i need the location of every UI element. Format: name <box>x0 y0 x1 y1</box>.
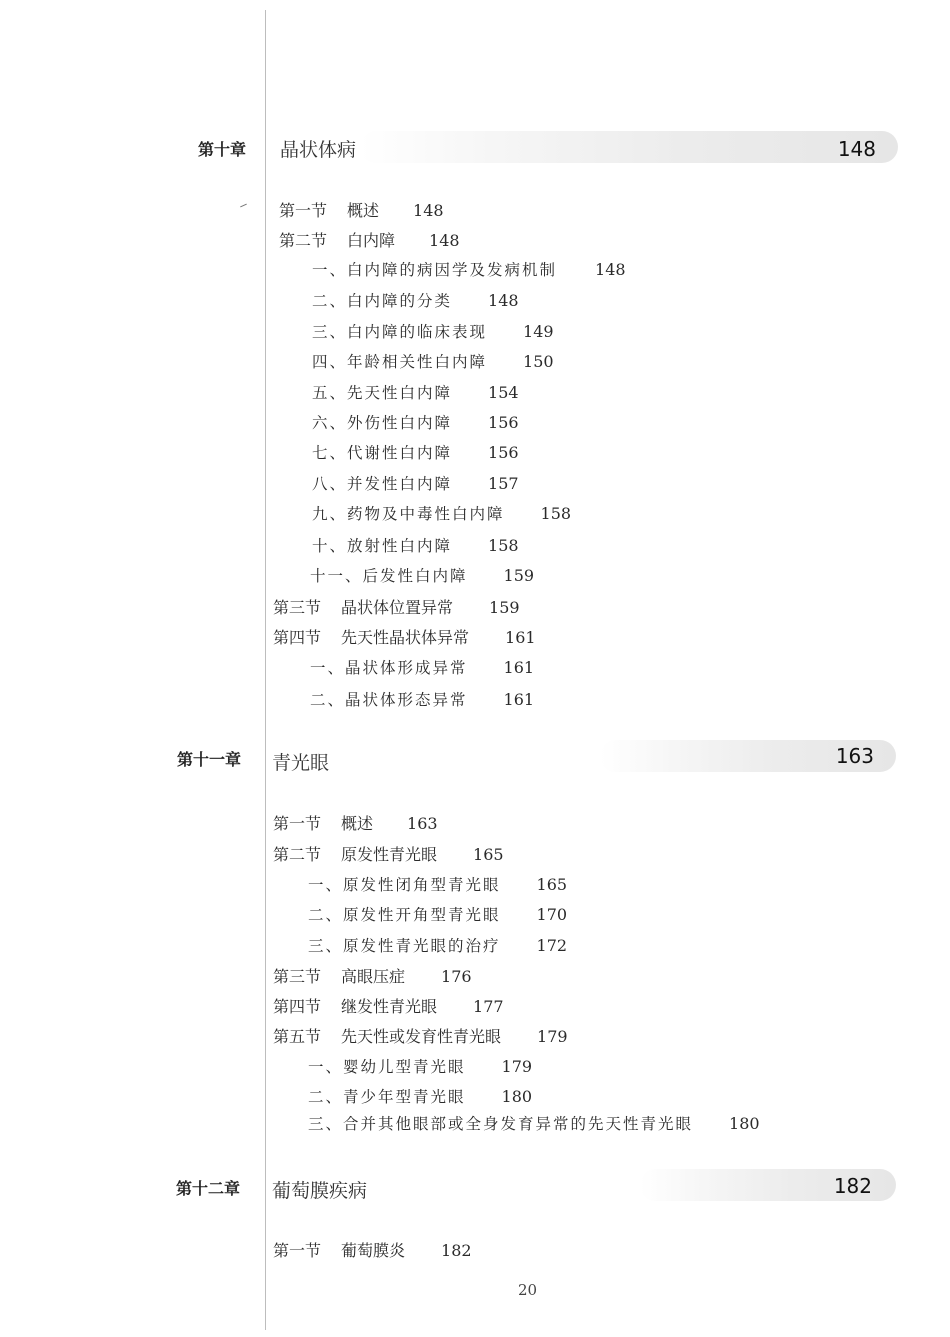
toc-entry[interactable] <box>273 1024 568 1047</box>
entry-page: 176 <box>441 967 472 986</box>
toc-entry[interactable] <box>312 441 519 463</box>
entry-title: 葡萄膜炎 <box>341 1241 406 1260</box>
toc-entry[interactable] <box>312 472 519 494</box>
section-label: 第三节 <box>273 598 322 617</box>
entry-page: 159 <box>503 566 535 585</box>
chapter-label: 第十章 <box>198 140 247 159</box>
section-label: 第五节 <box>273 1027 322 1046</box>
entry-page: 182 <box>441 1241 472 1260</box>
toc-entry[interactable] <box>308 903 567 925</box>
entry-title: 九、药物及中毒性白内障 <box>312 505 505 523</box>
toc-entry[interactable] <box>312 411 519 433</box>
entry-page: 170 <box>536 905 568 924</box>
entry-title: 三、原发性青光眼的治疗 <box>308 937 501 955</box>
entry-title: 一、晶状体形成异常 <box>310 659 468 677</box>
entry-title: 高眼压症 <box>341 967 406 986</box>
entry-page: 165 <box>473 845 504 864</box>
entry-page: 158 <box>540 504 572 523</box>
section-label: 第四节 <box>273 628 322 647</box>
entry-title: 先天性晶状体异常 <box>341 628 470 647</box>
chapter-page: 163 <box>835 744 874 768</box>
entry-page: 158 <box>488 536 519 555</box>
margin-rule <box>265 10 266 1330</box>
toc-entry[interactable] <box>279 228 460 251</box>
toc-entry[interactable] <box>308 1112 760 1134</box>
entry-page: 148 <box>429 231 460 250</box>
toc-entry[interactable] <box>273 1238 472 1261</box>
entry-title: 概述 <box>341 814 374 833</box>
toc-entry[interactable] <box>310 656 534 678</box>
toc-entry[interactable] <box>308 1055 532 1077</box>
toc-entry[interactable] <box>312 258 626 280</box>
section-label: 第四节 <box>273 997 322 1016</box>
entry-page: 159 <box>489 598 520 617</box>
entry-title: 白内障 <box>347 231 396 250</box>
page-number: 20 <box>518 1281 538 1299</box>
entry-page: 149 <box>523 322 554 341</box>
entry-page: 161 <box>505 628 536 647</box>
entry-title: 二、白内障的分类 <box>312 292 453 310</box>
chapter-page: 148 <box>837 137 876 161</box>
entry-page: 163 <box>407 814 438 833</box>
toc-entry[interactable] <box>310 564 534 586</box>
entry-title: 二、原发性开角型青光眼 <box>308 906 501 924</box>
section-label: 第二节 <box>279 231 328 250</box>
entry-title: 晶状体位置异常 <box>341 598 454 617</box>
entry-title: 八、并发性白内障 <box>312 475 453 493</box>
toc-entry[interactable] <box>308 873 567 895</box>
entry-title: 四、年龄相关性白内障 <box>312 353 488 371</box>
toc-entry[interactable] <box>312 350 554 372</box>
entry-page: 161 <box>503 690 535 709</box>
entry-page: 177 <box>473 997 504 1016</box>
section-label: 第三节 <box>273 967 322 986</box>
chapter-title: 青光眼 <box>272 752 330 774</box>
entry-title: 五、先天性白内障 <box>312 384 453 402</box>
entry-title: 二、晶状体形态异常 <box>310 691 468 709</box>
entry-title: 继发性青光眼 <box>341 997 438 1016</box>
entry-page: 161 <box>503 658 535 677</box>
toc-entry[interactable] <box>308 1085 532 1107</box>
entry-title: 三、合并其他眼部或全身发育异常的先天性青光眼 <box>308 1115 694 1133</box>
chapter-page: 182 <box>833 1174 872 1198</box>
toc-entry[interactable] <box>312 502 571 524</box>
entry-title: 十、放射性白内障 <box>312 537 453 555</box>
entry-page: 150 <box>523 352 554 371</box>
toc-entry[interactable] <box>312 534 519 556</box>
chapter-title: 葡萄膜疾病 <box>272 1180 368 1202</box>
entry-page: 148 <box>488 291 519 310</box>
toc-entry[interactable] <box>310 688 534 710</box>
entry-title: 概述 <box>347 201 380 220</box>
entry-page: 180 <box>729 1114 760 1133</box>
entry-title: 二、青少年型青光眼 <box>308 1088 466 1106</box>
entry-page: 172 <box>536 936 568 955</box>
pencil-mark <box>240 204 247 208</box>
chapter-title: 晶状体病 <box>280 139 357 161</box>
toc-entry[interactable] <box>308 934 567 956</box>
entry-page: 148 <box>595 260 626 279</box>
toc-entry[interactable] <box>312 320 554 342</box>
entry-title: 一、原发性闭角型青光眼 <box>308 876 501 894</box>
entry-title: 六、外伤性白内障 <box>312 414 453 432</box>
toc-entry[interactable] <box>273 994 504 1017</box>
toc-entry[interactable] <box>273 625 536 648</box>
chapter-label: 第十二章 <box>176 1179 241 1198</box>
entry-title: 七、代谢性白内障 <box>312 444 453 462</box>
toc-entry[interactable] <box>273 964 472 987</box>
entry-page: 156 <box>488 413 519 432</box>
entry-title: 十一、后发性白内障 <box>310 567 468 585</box>
entry-page: 179 <box>537 1027 568 1046</box>
entry-page: 148 <box>413 201 444 220</box>
entry-title: 一、白内障的病因学及发病机制 <box>312 261 558 279</box>
section-label: 第一节 <box>273 814 322 833</box>
toc-entry[interactable] <box>273 811 438 834</box>
toc-entry[interactable] <box>279 198 444 221</box>
entry-page: 154 <box>488 383 519 402</box>
entry-title: 原发性青光眼 <box>341 845 438 864</box>
entry-page: 157 <box>488 474 519 493</box>
entry-title: 一、婴幼儿型青光眼 <box>308 1058 466 1076</box>
toc-entry[interactable] <box>312 381 519 403</box>
section-label: 第一节 <box>273 1241 322 1260</box>
entry-page: 179 <box>501 1057 533 1076</box>
entry-page: 165 <box>536 875 568 894</box>
section-label: 第二节 <box>273 845 322 864</box>
toc-entry[interactable] <box>312 289 519 311</box>
toc-entry[interactable] <box>273 595 520 618</box>
entry-page: 180 <box>501 1087 533 1106</box>
entry-title: 先天性或发育性青光眼 <box>341 1027 502 1046</box>
entry-page: 156 <box>488 443 519 462</box>
toc-entry[interactable] <box>273 842 504 865</box>
section-label: 第一节 <box>279 201 328 220</box>
chapter-label: 第十一章 <box>177 750 242 769</box>
entry-title: 三、白内障的临床表现 <box>312 323 488 341</box>
